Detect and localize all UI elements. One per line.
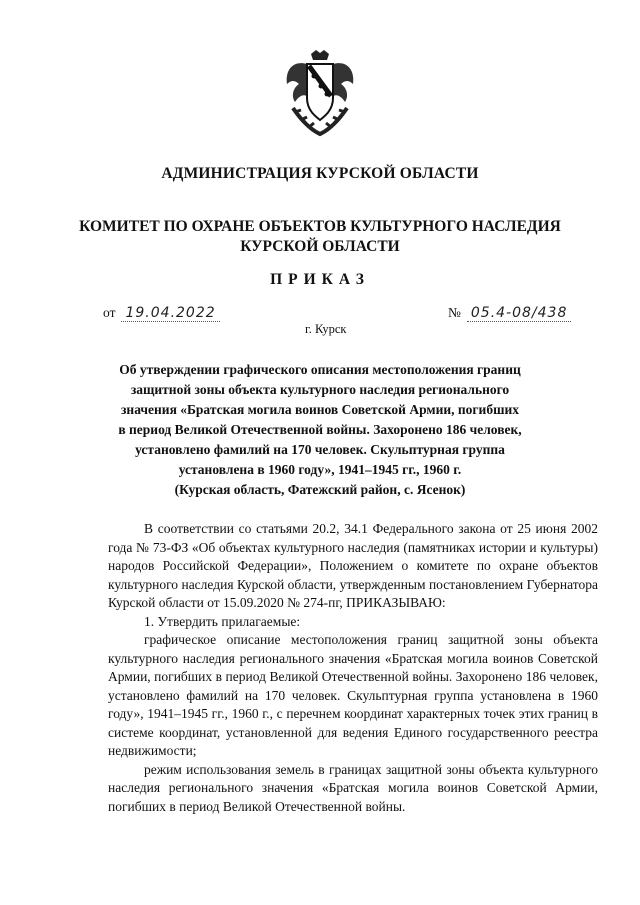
date-prefix: от: [103, 305, 116, 320]
committee-title-line: КОМИТЕТ ПО ОХРАНЕ ОБЪЕКТОВ КУЛЬТУРНОГО НАСЛЕДИЯ: [79, 218, 561, 235]
subject-line: значения «Братская могила воинов Советской Армии, погибших: [121, 402, 519, 417]
body-paragraph: графическое описание местоположения границ защитной зоны объекта культурного наследия регионального значения «Братская могила воинов Советской Армии, погибших в период Великой Отечественной войны. Захоронено 186 человек, установлено фамилий на 170 человек. Скульптурная группа установлена в 1960 году», 1941–1945 гг., 1960 г., с перечнем координат характерных точек этих границ в системе координат, установленной для ведения Единого государственного реестра недвижимости;: [108, 632, 598, 758]
body-paragraph: В соответствии со статьями 20.2, 34.1 Федерального закона от 25 июня 2002 года № 73-ФЗ «Об объектах культурного наследия (памятниках истории и культуры) народов Российской Федерации», Положением о комитете по охране объектов культурного наследия Курской области, утвержденным постановлением Губернатора Курской области от 15.09.2020 № 274-пг, ПРИКАЗЫВАЮ:: [108, 521, 598, 610]
committee-title: [0, 217, 640, 257]
order-subject: [110, 360, 530, 500]
subject-line: Об утверждении графического описания местоположения границ: [119, 362, 521, 377]
coat-of-arms-icon: [283, 50, 357, 138]
city-label: г. Курск: [305, 322, 347, 336]
body-paragraph: 1. Утвердить прилагаемые:: [144, 613, 301, 629]
document-type: ПРИКАЗ: [270, 271, 370, 288]
number-value: 05.4-08/438: [467, 305, 571, 322]
order-number: [448, 305, 571, 322]
subject-line: установлено фамилий на 170 человек. Скульптурная группа: [135, 442, 505, 457]
order-body: [108, 520, 598, 816]
subject-line: защитной зоны объекта культурного наследия регионального: [130, 382, 510, 397]
subject-line: установлена в 1960 году», 1941–1945 гг., 1960 г.: [178, 462, 462, 477]
administration-title: АДМИНИСТРАЦИЯ КУРСКОЙ ОБЛАСТИ: [161, 165, 479, 182]
subject-line: (Курская область, Фатежский район, с. Ясенок): [174, 482, 466, 497]
committee-title-line: КУРСКОЙ ОБЛАСТИ: [240, 238, 400, 255]
number-prefix: №: [448, 305, 461, 320]
order-date: [103, 305, 220, 322]
date-value: 19.04.2022: [121, 305, 219, 322]
subject-line: в период Великой Отечественной войны. Захоронено 186 человек,: [118, 422, 522, 437]
body-paragraph: режим использования земель в границах защитной зоны объекта культурного наследия регионального значения «Братская могила воинов Советской Армии, погибших в период Великой Отечественной войны.: [108, 761, 598, 814]
